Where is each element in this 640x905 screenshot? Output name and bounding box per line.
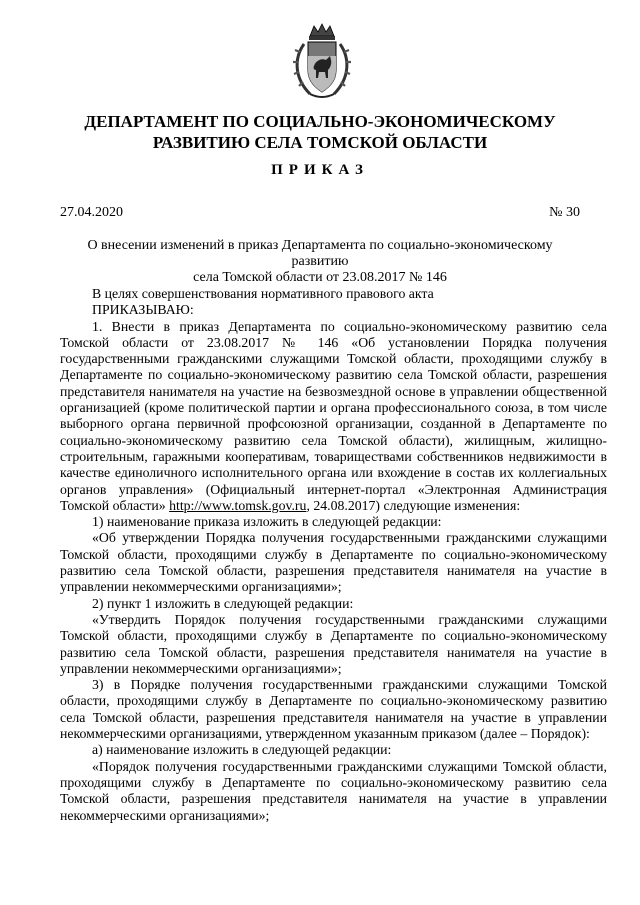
subject-line-2: села Томской области от 23.08.2017 № 146	[193, 270, 447, 285]
order-heading: ПРИКАЗ	[271, 162, 369, 178]
preamble-paragraph: В целях совершенствования нормативного правового акта	[92, 286, 434, 301]
order-subject	[75, 238, 565, 286]
coat-of-arms-icon	[290, 22, 354, 102]
subitem-2-paragraph: 2) пункт 1 изложить в следующей редакции:	[92, 595, 354, 611]
item-1-paragraph	[60, 319, 607, 515]
department-title-line-2: РАЗВИТИЮ СЕЛА ТОМСКОЙ ОБЛАСТИ	[152, 133, 488, 152]
subitem-3a-paragraph: а) наименование изложить в следующей редакции:	[92, 742, 392, 758]
subject-line-1: О внесении изменений в приказ Департамента по социально-экономическому развитию	[87, 238, 553, 269]
item-1-text-end: , 24.08.2017) следующие изменения:	[306, 497, 521, 513]
department-title-line-1: ДЕПАРТАМЕНТ ПО СОЦИАЛЬНО-ЭКОНОМИЧЕСКОМУ	[84, 112, 556, 131]
order-date: 27.04.2020	[60, 205, 123, 220]
department-title	[60, 111, 580, 153]
subitem-1-quote: «Об утверждении Порядка получения государственными гражданскими служащими Томской области, проходящими службу в Департаменте по социально-экономическому развитию села Томской области, разрешения представителя нанимателя на участие в управлении некоммерческими организациями»;	[60, 530, 607, 595]
order-body	[60, 286, 607, 824]
subitem-1-paragraph: 1) наименование приказа изложить в следующей редакции:	[92, 514, 442, 530]
tomsk-gov-link[interactable]: http://www.tomsk.gov.ru	[169, 497, 307, 513]
subitem-3-paragraph: 3) в Порядке получения государственными гражданскими служащими Томской области, проходящими службу в Департаменте по социально-экономическому развитию села Томской области, разрешения представителя нанимателя на участие в управлении некоммерческими организациями, утвержденном указанным приказом (далее – Порядок):	[60, 677, 607, 742]
subitem-2-quote: «Утвердить Порядок получения государственными гражданскими служащими Томской области, проходящими службу в Департаменте по социально-экономическому развитию села Томской области, разрешения представителя нанимателя на участие в управлении некоммерческими организациями»;	[60, 611, 607, 676]
item-1-text-start: 1. Внести в приказ Департамента по социально-экономическому развитию села Томской области от 23.08.2017 № 146 «Об установлении Порядка получения государственными гражданскими служащими Томской области, проходящими службу в Департаменте по социально-экономическому развитию села Томской области, разрешения представителя нанимателя на участие на безвозмездной основе в управлении общественной организацией (кроме политической партии и органа профессионального союза, в том числе выборного органа первичной профсоюзной организации, созданной в Департаменте по социально-экономическому развитию села Томской области), жилищным, жилищно-строительным, гаражными кооперативам, товариществами собственников недвижимости в качестве единоличного исполнительного органа или вхождение в состав их коллегиальных органов управления» (Официальный интернет-портал «Электронная Администрация Томской области»	[60, 318, 607, 513]
subitem-3a-quote: «Порядок получения государственными гражданскими служащими Томской области, проходящими службу в Департаменте по социально-экономическому развитию села Томской области, разрешения представителя нанимателя на участие в управлении некоммерческими организациями»;	[60, 758, 607, 823]
order-number: № 30	[549, 205, 580, 220]
order-directive: ПРИКАЗЫВАЮ:	[92, 302, 194, 318]
